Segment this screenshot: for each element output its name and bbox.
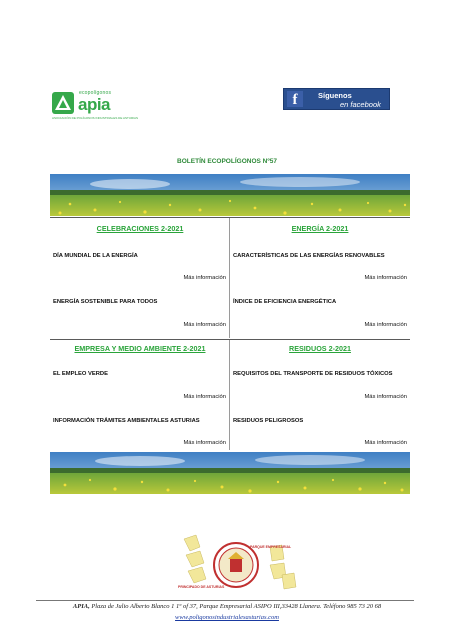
facebook-icon: f — [287, 91, 303, 107]
item-title: EL EMPLEO VERDE — [53, 371, 108, 377]
facebook-label-line1: Síguenos — [318, 91, 352, 100]
item-title: INFORMACIÓN TRÁMITES AMBIENTALES ASTURIAS — [53, 418, 200, 424]
more-info-link[interactable]: Más información — [364, 440, 407, 446]
item-title: ÍNDICE DE EFICIENCIA ENERGÉTICA — [233, 299, 337, 305]
grid-line-top — [50, 217, 410, 218]
footer-divider — [36, 600, 414, 601]
seal-label-bottom: PRINCIPADO DE ASTURIAS — [178, 585, 225, 589]
seal-label-right: PARQUE EMPRESARIAL — [250, 545, 292, 549]
section-title-celebraciones[interactable]: CELEBRACIONES 2-2021 — [96, 224, 184, 233]
more-info-link[interactable]: Más información — [183, 322, 226, 328]
grid-line-middle — [50, 339, 410, 340]
apia-logo-mark-icon — [52, 92, 74, 114]
item-title: CARACTERÍSTICAS DE LAS ENERGÍAS RENOVABLES — [233, 253, 385, 259]
facebook-follow-button[interactable] — [283, 88, 390, 110]
logo-subtitle: ASOCIACIÓN DE POLÍGONOS INDUSTRIALES DE ASTURIAS — [52, 116, 139, 120]
more-info-link[interactable]: Más información — [364, 394, 407, 400]
bulletin-title: BOLETÍN ECOPOLÍGONOS Nº57 — [177, 158, 277, 165]
column-divider-top — [229, 218, 230, 338]
more-info-link[interactable]: Más información — [364, 275, 407, 281]
more-info-link[interactable]: Más información — [183, 275, 226, 281]
logo-tagline: ecopolígonos — [79, 90, 112, 96]
logo-name: apia — [78, 95, 111, 114]
section-title-empresa-medio-ambiente[interactable]: EMPRESA Y MEDIO AMBIENTE 2-2021 — [74, 344, 206, 353]
footer-website-link[interactable]: www.poligonosindustrialesasturias.com — [175, 614, 279, 621]
facebook-label-line2: en facebook — [340, 100, 381, 109]
section-title-residuos[interactable]: RESIDUOS 2-2021 — [289, 344, 351, 353]
item-title: RESIDUOS PELIGROSOS — [233, 418, 304, 424]
apia-logo[interactable] — [52, 90, 142, 124]
more-info-link[interactable]: Más información — [183, 394, 226, 400]
footer-org: APIA, — [72, 603, 90, 610]
more-info-link[interactable]: Más información — [364, 322, 407, 328]
column-divider-bottom — [229, 340, 230, 450]
item-title: DÍA MUNDIAL DE LA ENERGÍA — [53, 253, 138, 259]
item-title: ENERGÍA SOSTENIBLE PARA TODOS — [53, 299, 158, 305]
item-title: REQUISITOS DEL TRANSPORTE DE RESIDUOS TÓXICOS — [233, 371, 393, 377]
footer-address — [0, 603, 454, 610]
footer-address-text: Plaza de Julio Alberto Blanco 1 1º of 37, Parque Empresarial ASIPO III,33428 Llanera. Teléfono 985 73 20 68 — [89, 603, 382, 610]
section-title-energia[interactable]: ENERGÍA 2-2021 — [291, 224, 349, 233]
top-banner-image — [50, 174, 410, 216]
bottom-banner-image — [50, 452, 410, 494]
parque-empresarial-seal-logo — [178, 533, 298, 593]
more-info-link[interactable]: Más información — [183, 440, 226, 446]
